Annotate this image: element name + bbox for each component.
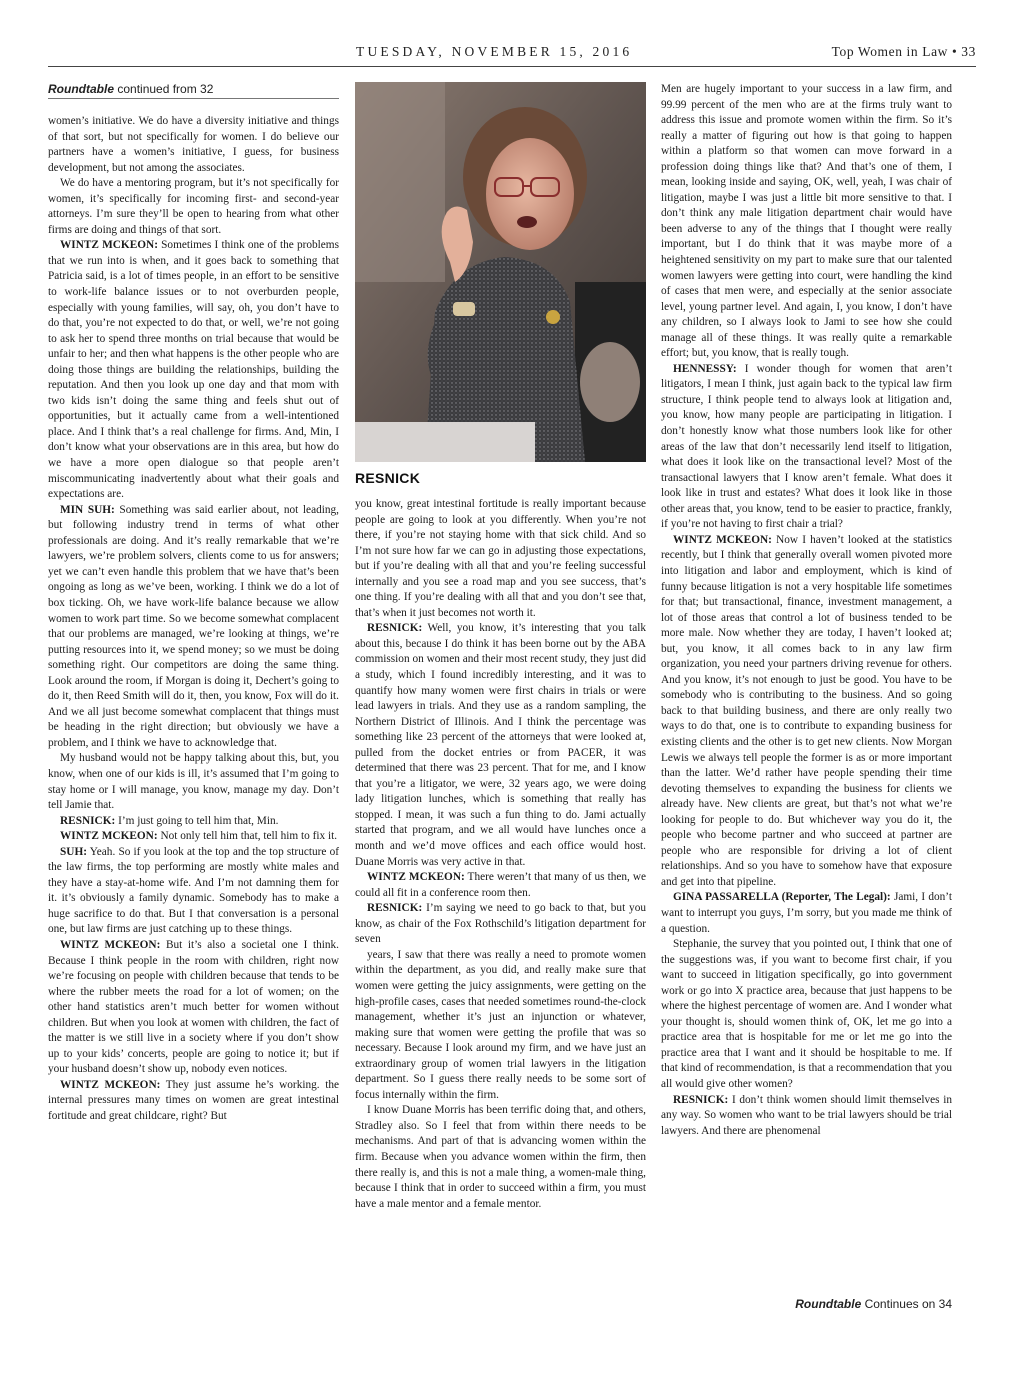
speaker-name: MIN SUH: [60, 503, 115, 516]
paragraph-text: Yeah. So if you look at the top and the top structure of the law firms, the top performing are mostly white males and they have a stay-at-home wife. And I’m not damning them for it. it’s obviously a family dynamic. Somebody has to make a huge sacrifice to do that. But I that conversation is a personal one, but law firms are just catching up to these things. [48, 845, 339, 936]
paragraph [355, 621, 646, 870]
continued-divider [48, 98, 339, 99]
paragraph-text: I don’t think women should limit themselves in any way. So women who want to be trial lawyers should be trial lawyers. And there are phenomenal [661, 1093, 953, 1137]
paragraph-text: Stephanie, the survey that you pointed out, I think that one of the suggestions was, if you want to become first chair, if you want to succeed in litigation specifically, go into government work or go into X practice area, because that just happens to be where the highest percentage of women are. And I wonder what your thought is, should women think of, OK, let me go into a practice area that is hospitable for me or let me go into the practice area that I want and it should be hospitable to me. If that kind of recommendation, is that a recommendation that you all would give other women? [661, 938, 952, 1090]
paragraph [661, 82, 952, 362]
paragraph [355, 948, 646, 1103]
paragraph-text: Men are hugely important to your success in a law firm, and 99.99 percent of the men who are at the firms truly want to address this issue and promote women within the firm. So it’s really a matter of figuring out how is that going to happen within a platform so that women can move forward in a profession doing things like that? And that’s one of them, I mean, looking inside and saying, OK, well, yeah, I was chair of litigation, maybe I was just a little bit more sensitive to that. I don’t think any male litigation department chair would have been adverse to any of the things that I thought were really important, but I do think that it was maybe more of a heightened sensitivity on my part to make sure that our talented women lawyers were getting into court, were handling the kind of cases that men were, and especially at the senior associate level, young partner level. And again, I, you know, I don’t have any children, so I always look to Jami to see how she could manage all of these things. It was really quite a remarkable effort; but, you know, that is really tough. [661, 83, 952, 360]
article-column-2 [355, 497, 646, 1212]
paragraph-text: I know Duane Morris has been terrific doing that, and others, Stradley also. So I feel that from within there needs to be mechanisms. And part of that is advancing women within the firm. Because when you advance women within the firm, then there really is, and this is not a male thing, a women-male thing, because I think that in order to succeed within a firm, you must have a male mentor and a female mentor. [355, 1104, 646, 1210]
speaker-name: WINTZ MCKEON: [673, 533, 772, 546]
paragraph [48, 829, 339, 845]
continued-from-line [48, 82, 339, 96]
speaker-name: SUH: [60, 845, 87, 858]
paragraph-text: But it’s also a societal one I think. Because I think people in the room with children, right now we’re focusing on people with children because that tends to be where the rubber meets the road for a lot of women; on the other hand statistics aren’t much better for women without children. But when you look at women with children, the fact of the matter is we still live in a society where if you don’t show up to your kids’ concerts, people are going to notice it; but if your husband doesn’t show up, nobody even notices. [48, 938, 339, 1076]
paragraph-text: They just assume he’s working. the internal pressures many times on women are great intestinal fortitude and great childcare, right? But [48, 1078, 339, 1122]
paragraph-text: There weren’t that many of us then, we could all fit in a conference room then. [355, 871, 646, 899]
paragraph-text: My husband would not be happy talking about this, but, you know, when one of our kids is ill, it’s assumed that I’m going to stay home or I will manage, you know, manage my day. Don’t tell Jamie that. [48, 752, 339, 812]
continued-from-kicker: Roundtable [48, 82, 114, 96]
paragraph [661, 533, 952, 891]
paragraph [48, 503, 339, 752]
section-page-number: Top Women in Law • 33 [831, 44, 976, 59]
paragraph [48, 938, 339, 1078]
paragraph-text: I’m saying we need to go back to that, but you know, as chair of the Fox Rothschild’s litigation department for seven [355, 902, 646, 946]
speaker-name: WINTZ MCKEON: [60, 830, 158, 843]
continues-on-line [795, 1297, 952, 1311]
paragraph [48, 238, 339, 502]
article-column-3 [661, 82, 952, 1139]
speaker-name: WINTZ MCKEON: [60, 239, 158, 252]
paragraph-text: women’s initiative. We do have a diversity initiative and things of that sort, but not specifically for women. I do believe our partners have a women’s initiative, I guess, for business development, but not among the associates. [48, 115, 339, 174]
paragraph [661, 362, 952, 533]
paragraph [48, 114, 339, 176]
paragraph-text: Not only tell him that, tell him to fix it. [160, 830, 338, 843]
speaker-name: RESNICK: [367, 622, 423, 635]
paragraph-text: Sometimes I think one of the problems that we run into is when, and it goes back to something that Patricia said, is a lot of times people, in an effort to be sensitive to work-life balance issues or to not overburden people, especially with young families, will say, oh, you don’t have to do that, you’re not expected to do that, or well, we’re not going to ask her to spend three months on trial because that would be unfair to her; and then what happens is the other people who are doing those things are building the relationships, building the reputation. And then you look up one day and that mom with two kids isn’t doing the same thing and feels shut out of opportunities, but it actually came from a well-intentioned place. And I think that’s a real challenge for firms. And, Min, I don’t know what your observations are in this area, but how do we have a more open dialogue so that people aren’t miscommunicating inadvertently about what their goals and expectations are. [48, 239, 339, 501]
speaker-name: WINTZ MCKEON: [60, 1078, 161, 1091]
speaker-photo-illustration [355, 82, 646, 462]
paragraph [661, 890, 952, 937]
resnick-photo [355, 82, 646, 462]
speaker-name: RESNICK: [367, 902, 423, 915]
paragraph [48, 176, 339, 238]
speaker-name: WINTZ MCKEON: [60, 938, 161, 951]
continues-on-kicker: Roundtable [795, 1297, 862, 1311]
paragraph-text: Well, you know, it’s interesting that you talk about this, because I do think it has been borne out by the ABA commission on women and their most recent study, they just did a study, which I found incredibly interesting, and it was to quantify how many women were first chairs in trials or were lead lawyers in trials. And they use as a random sampling, the Northern District of Illinois. And I think the percentage was something like 23 percent of the attorneys that were looked at, pulled from the docket entries or from PACER, it was determined that there was 23 percent. That for me, and I know that you’re a litigator, we were, 32 years ago, we were doing lady litigation lunches, which is something that really has stopped. I mean, it was such a fun thing to do. Jami actually started that program, and we all would have lunches once a month and we’d move offices and each office would host. Duane Morris was very active in that. [355, 622, 646, 868]
speaker-name: GINA PASSARELLA (Reporter, The Legal): [673, 891, 891, 904]
paragraph [48, 1078, 339, 1125]
paragraph-text: We do have a mentoring program, but it’s not specifically for women, it’s specifically for incoming first- and second-year attorneys. I’m sure they’ll be open to hearing from what other firms are doing and things of that sort. [48, 177, 339, 236]
speaker-name: RESNICK: [60, 814, 116, 827]
article-column-1 [48, 114, 339, 1125]
speaker-name: HENNESSY: [673, 362, 737, 375]
paragraph [355, 497, 646, 621]
paragraph-text: you know, great intestinal fortitude is really important because people are going to look at you differently. When you’re not there, if you’re not staying home with that sick child. And so I’m not sure how far we can go in adjusting those expectations, but if you’re dealing with all that and you’re feeling successful internally and you see a road map and you see success, that’s one thing. If you’re dealing with all that and you don’t see that, that’s when it just becomes not worth it. [355, 498, 646, 619]
speaker-name: WINTZ MCKEON: [367, 871, 465, 884]
paragraph-text: Jami, I don’t want to interrupt you guys, I’m sorry, but you made me think of a question. [661, 891, 952, 935]
speaker-name: RESNICK: [673, 1093, 729, 1106]
continues-on-text: Continues on 34 [864, 1297, 952, 1311]
paragraph [355, 901, 646, 948]
paragraph [355, 1103, 646, 1212]
paragraph [661, 1093, 952, 1140]
paragraph [48, 751, 339, 813]
paragraph [48, 814, 339, 830]
paragraph-text: I wonder though for women that aren’t litigators, I mean I think, just again back to the typical law firm structure, I think people tend to always look at litigation and, you know, how many people are participating in litigation. I don’t honestly know what those numbers look like for other areas of the law that don’t necessarily lend itself to litigation, what does it look like on the transactional level? Most of the transactional lawyers that I know aren’t female. What does it look like in trust and estates? What does it look like in those other areas that, you know, tend to be easier to practice, frankly, if you’re not having to first chair a trial? [661, 362, 952, 531]
paragraph-text: Now I haven’t looked at the statistics recently, but I think that generally overall women pivoted more into litigation and labor and employment, which is kind of funny because litigation is not a very hospitable life sometimes for that; but transactional, finance, investment management, a lot of those areas that control a lot of business tended to be more male. Now whether they are today, I haven’t looked at; but, you know, it all comes back to in any law firm organization, you need your partners driving revenue for others. And you know, it’s not enough to just be good. You have to be somebody who is contributing to the business. And so going back to that building business, and there are only really two ways to do that, one is to contribute to expanding business for existing clients and the other is to get new clients. Now Morgan Lewis we always tell people the former is as or more important than the latter. We’d rather have people spending their time devoting themselves to expanding the business for clients we already have. New clients are great, but that’s not what we’re looking for people to do. But whichever way you do it, the people who become partner and who succeed at partner are people who are responsible for driving a lot of client relationships. And so you have to somehow have that exposure and get into that pipeline. [661, 533, 952, 888]
paragraph [355, 870, 646, 901]
issue-date: TUESDAY, NOVEMBER 15, 2016 [356, 44, 633, 59]
continued-from-text: continued from 32 [117, 82, 214, 96]
paragraph [48, 845, 339, 938]
paragraph-text: I’m just going to tell him that, Min. [118, 814, 279, 827]
paragraph-text: years, I saw that there was really a need to promote women within the department, as you did, and really make sure that women were getting the juicy assignments, were getting on the high-profile cases, cases that needed sometimes round-the-clock management, whether it’s just an injunction or whatever, making sure that women were getting the profile that was so necessary. Because I look around my firm, and we have just an extraordinary group of women trial lawyers in the litigation department. So I guess there really needs to be some sort of focus internally within the firm. [355, 948, 646, 1101]
photo-caption: RESNICK [355, 470, 421, 486]
paragraph-text: Something was said earlier about, not leading, but following industry trend in terms of what other professionals are doing. And it’s really remarkable that we’re lawyers, we’re problem solvers, clients come to us for answers; yet we can’t even handle this problem that we have that’s been ongoing as long as we’ve been, working. I think we do a lot of box ticking. Oh, we have work-life balance because we allow women to work part time. So we become somewhat complacent that our problems are managed, we’re looking at things, we’re putting resources into it, we spend money; so we must be doing something right. Our competitors are doing the same thing. Look around the room, if Morgan is doing it, Dechert’s going to do it, then Reed Smith will do it, then, you know, Fox will do it. And we all just become somewhat complacent that things must be heading in the right direction; but obviously we have a problem, and I think we have to acknowledge that. [48, 503, 339, 749]
page-header [48, 44, 976, 66]
paragraph [661, 937, 952, 1092]
header-divider [48, 66, 976, 67]
